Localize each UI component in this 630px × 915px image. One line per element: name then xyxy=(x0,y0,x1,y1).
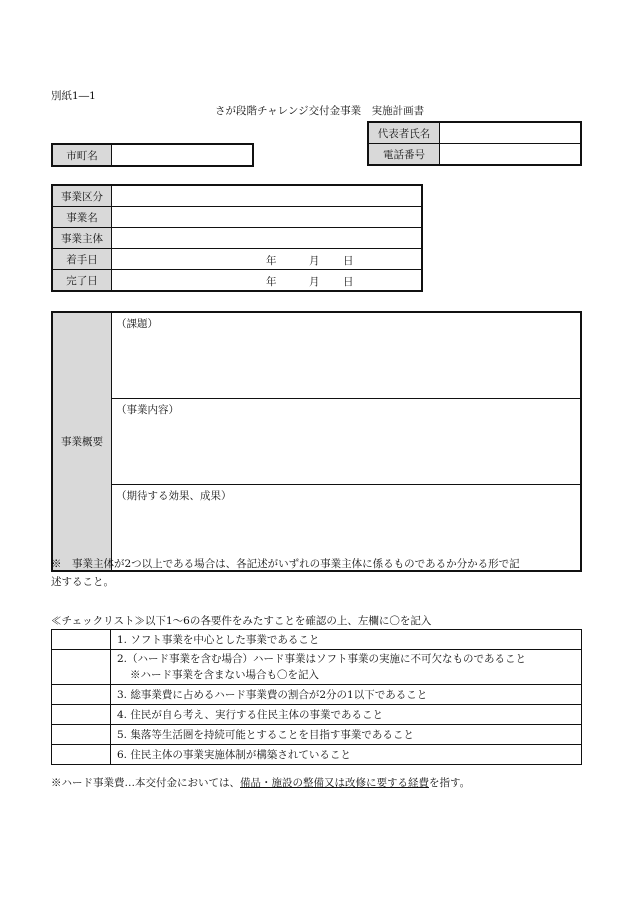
issue-field[interactable] xyxy=(112,312,582,399)
representative-label: 代表者氏名 xyxy=(368,122,440,144)
overview-note-cont: 述すること。 xyxy=(51,576,114,588)
checklist-item: 4. 住民が自ら考え、実行する住民主体の事業であること xyxy=(111,705,582,725)
end-date-label: 完了日 xyxy=(52,270,112,292)
checklist-item xyxy=(111,650,582,685)
checkbox-cell[interactable] xyxy=(52,745,111,765)
city-label: 市町名 xyxy=(52,144,112,166)
document-title: さが段階チャレンジ交付金事業 実施計画書 xyxy=(215,105,425,117)
city-field[interactable] xyxy=(112,144,254,166)
content-heading: （事業内容） xyxy=(116,404,179,416)
checklist-item-subnote: ※ハード事業を含まない場合も〇を記入 xyxy=(130,669,319,681)
overview-label: 事業概要 xyxy=(52,312,112,571)
day-unit: 日 xyxy=(343,276,354,288)
month-unit: 月 xyxy=(309,255,320,267)
phone-field[interactable] xyxy=(440,144,582,166)
entity-field[interactable] xyxy=(112,228,423,249)
name-label: 事業名 xyxy=(52,207,112,228)
footnote xyxy=(51,775,470,790)
checkbox-cell[interactable] xyxy=(52,725,111,745)
checklist-intro: ≪チェックリスト≫以下1～6の各要件をみたすことを確認の上、左欄に〇を記入 xyxy=(51,615,432,627)
content-field[interactable] xyxy=(112,399,582,485)
checklist-item: 3. 総事業費に占めるハード事業費の割合が2分の1以下であること xyxy=(111,685,582,705)
city-table xyxy=(51,143,254,167)
checkbox-cell[interactable] xyxy=(52,705,111,725)
name-field[interactable] xyxy=(112,207,423,228)
year-unit: 年 xyxy=(266,276,277,288)
end-date-field[interactable] xyxy=(112,270,423,292)
checklist-table xyxy=(51,629,582,765)
checkbox-cell[interactable] xyxy=(52,630,111,650)
representative-table xyxy=(367,121,582,166)
overview-note: ※ 事業主体が2つ以上である場合は、各記述がいずれの事業主体に係るものであるか分かる形で記 xyxy=(51,558,520,570)
checklist-item: 5. 集落等生活圏を持続可能とすることを目指す事業であること xyxy=(111,725,582,745)
year-unit: 年 xyxy=(266,255,277,267)
checklist-item: 1. ソフト事業を中心とした事業であること xyxy=(111,630,582,650)
footnote-underlined: 備品・施設の整備又は改修に要する経費 xyxy=(240,777,429,789)
footnote-prefix: ※ハード事業費…本交付金においては、 xyxy=(51,777,240,789)
checkbox-cell[interactable] xyxy=(52,650,111,685)
footnote-suffix: を指す。 xyxy=(429,777,471,789)
issue-heading: （課題） xyxy=(116,318,158,330)
representative-field[interactable] xyxy=(440,122,582,144)
category-label: 事業区分 xyxy=(52,185,112,207)
phone-label: 電話番号 xyxy=(368,144,440,166)
category-field[interactable] xyxy=(112,185,423,207)
entity-label: 事業主体 xyxy=(52,228,112,249)
document-number: 別紙1―1 xyxy=(51,90,96,102)
checklist-item: 6. 住民主体の事業実施体制が構築されていること xyxy=(111,745,582,765)
business-info-table xyxy=(51,184,423,292)
start-date-field[interactable] xyxy=(112,249,423,270)
effect-heading: （期待する効果、成果） xyxy=(116,490,232,502)
day-unit: 日 xyxy=(343,255,354,267)
checkbox-cell[interactable] xyxy=(52,685,111,705)
checklist-item-text: 2.（ハード事業を含む場合）ハード事業はソフト事業の実施に不可欠なものであること xyxy=(117,653,527,665)
overview-table xyxy=(51,311,582,572)
start-date-label: 着手日 xyxy=(52,249,112,270)
month-unit: 月 xyxy=(309,276,320,288)
